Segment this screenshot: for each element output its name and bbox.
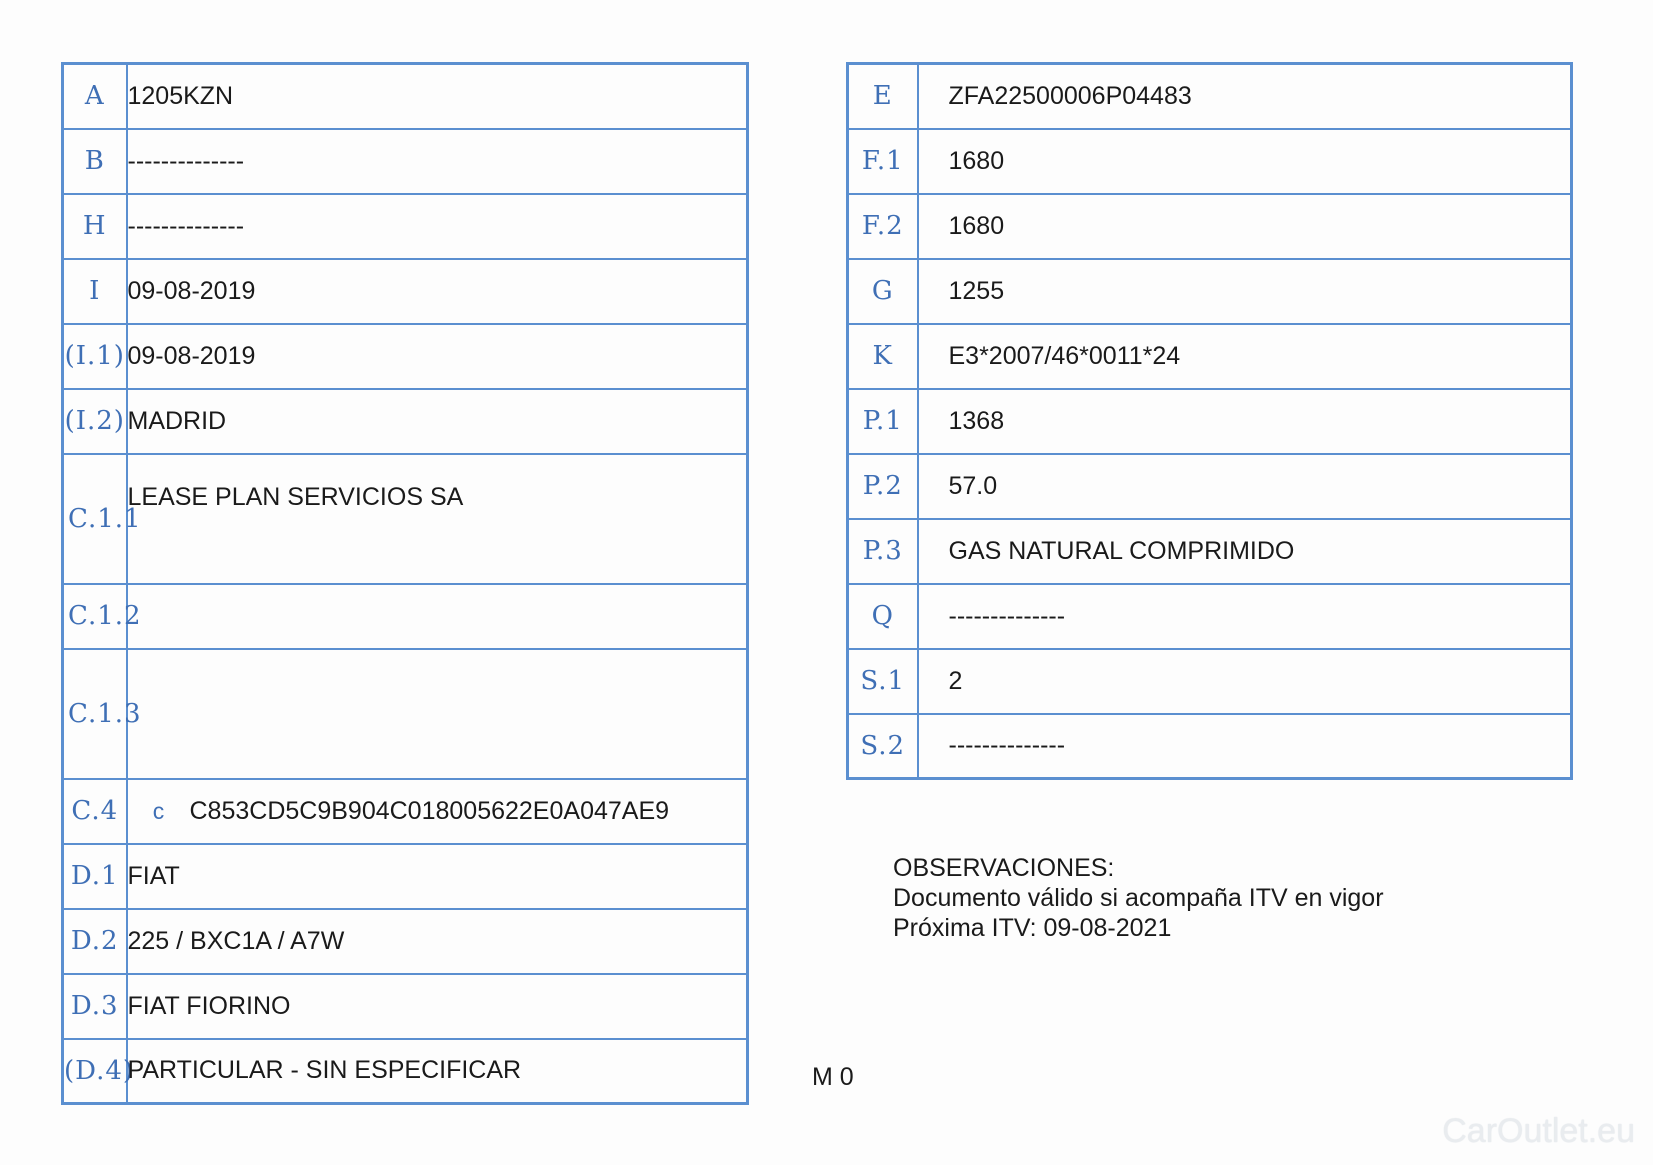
field-code: Q: [848, 584, 918, 649]
field-row-d3: [63, 974, 748, 1039]
field-row-f1: [848, 129, 1572, 194]
field-code: F.1: [848, 129, 918, 194]
field-row-e: [848, 64, 1572, 129]
field-value: MADRID: [127, 389, 748, 454]
observaciones-line: Documento válido si acompaña ITV en vigor: [893, 884, 1384, 912]
field-row-g: [848, 259, 1572, 324]
field-row-b: [63, 129, 748, 194]
field-row-i2: [63, 389, 748, 454]
observaciones-heading: OBSERVACIONES:: [893, 854, 1115, 882]
field-code: (I.1): [63, 324, 127, 389]
right-fields-table: [846, 62, 1573, 780]
field-code: C.1.2: [63, 584, 127, 649]
field-row-p1: [848, 389, 1572, 454]
field-value: FIAT: [127, 844, 748, 909]
field-value: 57.0: [918, 454, 1572, 519]
field-value: 09-08-2019: [127, 324, 748, 389]
field-code: D.2: [63, 909, 127, 974]
field-code: A: [63, 64, 127, 129]
field-code: H: [63, 194, 127, 259]
field-code: (D.4): [63, 1039, 127, 1104]
field-row-d2: [63, 909, 748, 974]
field-value: FIAT FIORINO: [127, 974, 748, 1039]
field-code: C.1.3: [63, 649, 127, 779]
field-code: D.1: [63, 844, 127, 909]
field-value: C853CD5C9B904C018005622E0A047AE9: [189, 796, 670, 825]
field-code: B: [63, 129, 127, 194]
field-value: --------------: [918, 714, 1572, 779]
field-row-p3: [848, 519, 1572, 584]
field-row-q: [848, 584, 1572, 649]
field-subcode: c: [152, 797, 165, 824]
field-value: LEASE PLAN SERVICIOS SA: [127, 454, 748, 584]
field-code: S.1: [848, 649, 918, 714]
field-row-c12: [63, 584, 748, 649]
field-row-d1: [63, 844, 748, 909]
field-value: 225 / BXC1A / A7W: [127, 909, 748, 974]
field-code: D.3: [63, 974, 127, 1039]
field-code: P.2: [848, 454, 918, 519]
field-code: G: [848, 259, 918, 324]
field-code: C.4: [63, 779, 127, 844]
field-value: GAS NATURAL COMPRIMIDO: [918, 519, 1572, 584]
field-row-h: [63, 194, 748, 259]
field-row-i1: [63, 324, 748, 389]
field-code: (I.2): [63, 389, 127, 454]
watermark-text: CarOutlet.eu: [1442, 1112, 1635, 1150]
observaciones-block: [893, 853, 1384, 943]
field-value: 2: [918, 649, 1572, 714]
field-value: 1255: [918, 259, 1572, 324]
field-value: --------------: [918, 584, 1572, 649]
field-row-s1: [848, 649, 1572, 714]
field-value-cell: [127, 779, 748, 844]
field-row-i: [63, 259, 748, 324]
field-code: K: [848, 324, 918, 389]
field-value: 1680: [918, 129, 1572, 194]
field-code: F.2: [848, 194, 918, 259]
field-row-c11: [63, 454, 748, 584]
field-row-c4: [63, 779, 748, 844]
field-row-c13: [63, 649, 748, 779]
field-row-f2: [848, 194, 1572, 259]
document-mark: M 0: [812, 1063, 854, 1091]
field-code: S.2: [848, 714, 918, 779]
field-value: 09-08-2019: [127, 259, 748, 324]
field-row-s2: [848, 714, 1572, 779]
field-value: 1205KZN: [127, 64, 748, 129]
field-value: E3*2007/46*0011*24: [918, 324, 1572, 389]
field-value: 1680: [918, 194, 1572, 259]
field-row-p2: [848, 454, 1572, 519]
field-value: [127, 584, 748, 649]
field-value: ZFA22500006P04483: [918, 64, 1572, 129]
field-row-a: [63, 64, 748, 129]
field-code: P.3: [848, 519, 918, 584]
field-value: 1368: [918, 389, 1572, 454]
field-value: --------------: [127, 129, 748, 194]
field-code: I: [63, 259, 127, 324]
field-code: C.1.1: [63, 454, 127, 584]
field-value: --------------: [127, 194, 748, 259]
field-row-k: [848, 324, 1572, 389]
field-row-d4: [63, 1039, 748, 1104]
observaciones-line: Próxima ITV: 09-08-2021: [893, 914, 1172, 942]
left-fields-table: [61, 62, 749, 1105]
field-code: E: [848, 64, 918, 129]
field-value: [127, 649, 748, 779]
field-code: P.1: [848, 389, 918, 454]
field-value: PARTICULAR - SIN ESPECIFICAR: [127, 1039, 748, 1104]
